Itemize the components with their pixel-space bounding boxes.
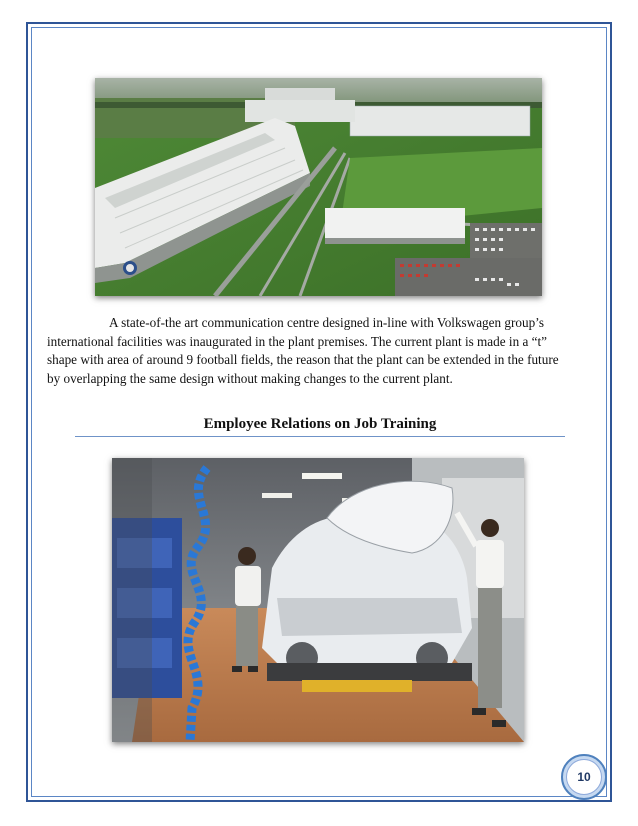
section-heading: Employee Relations on Job Training <box>203 416 437 432</box>
plant-description-paragraph <box>47 314 567 388</box>
paragraph-text: A state-of-the art communication centre designed in-line with Volkswagen group’s international facilities was inaugurated in the plant premises. The current plant is made in a “t” shape with area of around 9 football fields, the reason that the plant can be extended in the future by overlapping the same design without making changes to the current plant. <box>47 315 559 386</box>
heading-underline <box>75 436 565 437</box>
page-number: 10 <box>566 759 602 795</box>
aerial-plant-photo <box>95 78 542 296</box>
assembly-line-photo <box>112 458 524 742</box>
